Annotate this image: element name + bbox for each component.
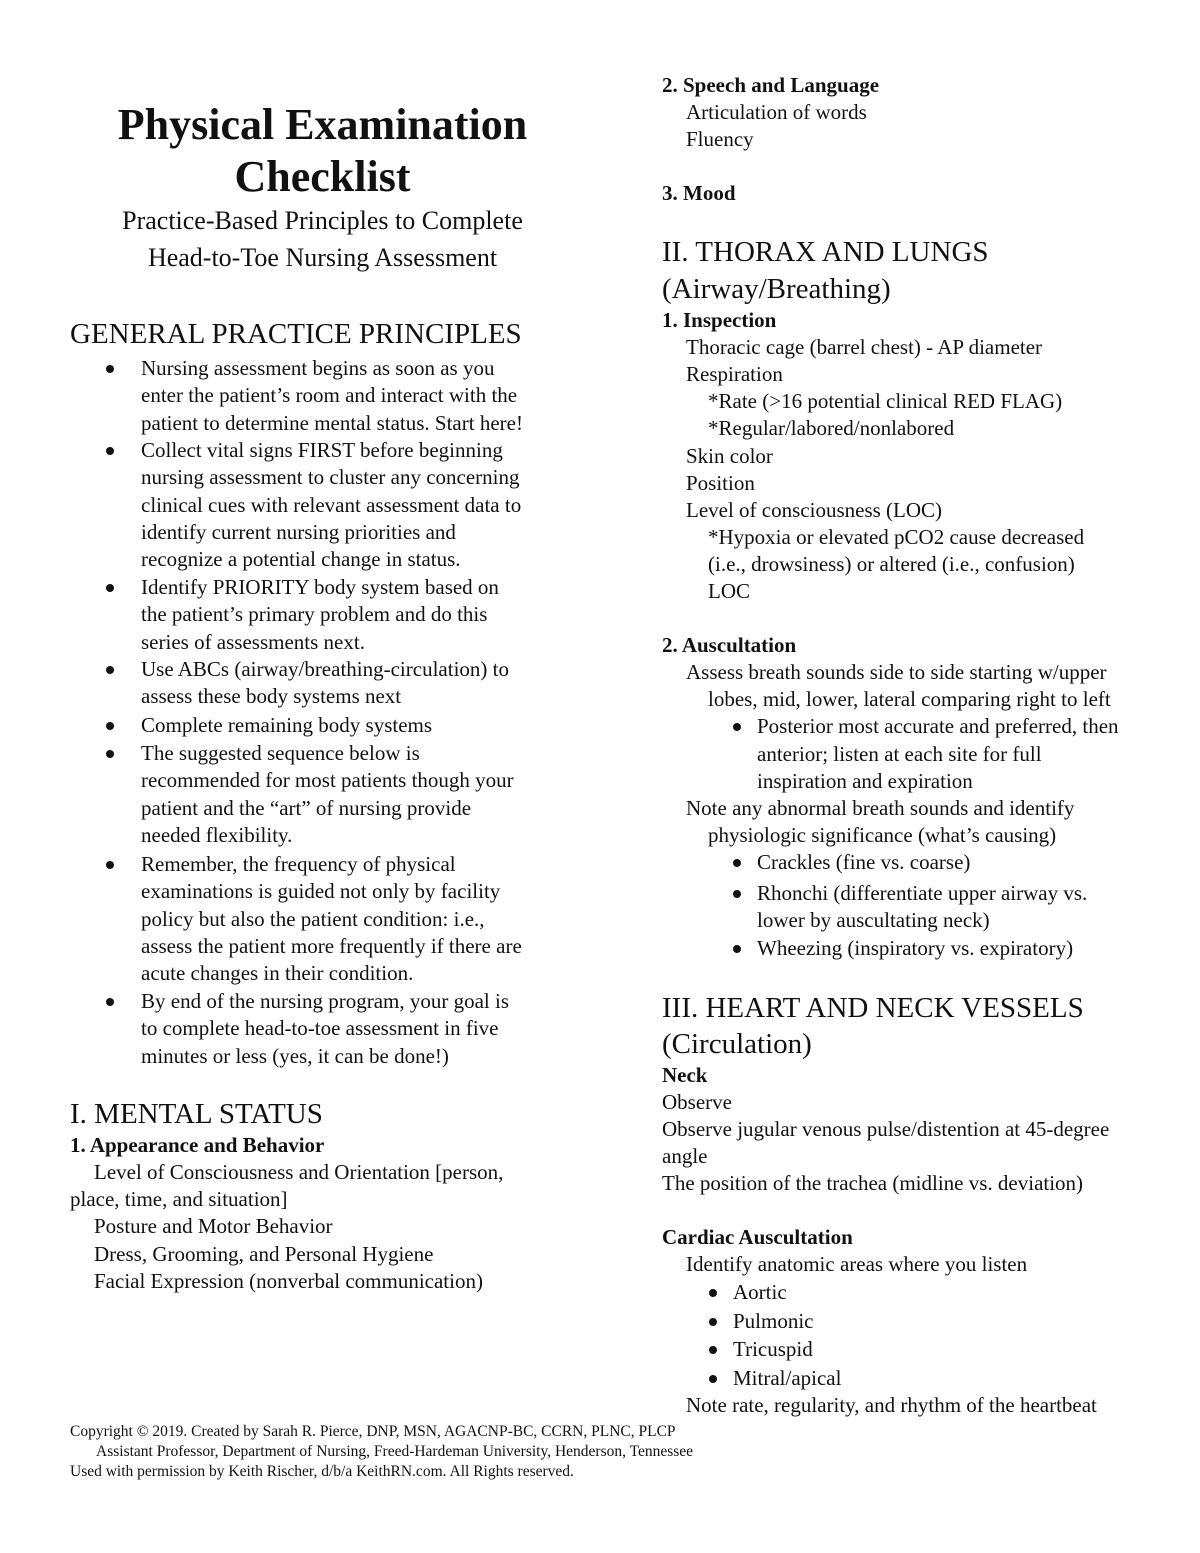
- general-principle-line: minutes or less (yes, it can be done!): [141, 1043, 449, 1068]
- mental-line: Level of Consciousness and Orientation [person,: [94, 1160, 504, 1184]
- cardiac-area-item: Aortic: [733, 1280, 787, 1304]
- bullet-icon: [733, 723, 741, 731]
- general-principle-line: Remember, the frequency of physical: [141, 852, 456, 876]
- general-principle-line: needed flexibility.: [141, 822, 293, 847]
- general-principle-line: patient to determine mental status. Start here!: [141, 410, 523, 435]
- neck-line: Observe: [662, 1090, 732, 1114]
- subtitle-line-1: Practice-Based Principles to Complete: [122, 206, 523, 235]
- cardiac-area-item: Tricuspid: [733, 1337, 813, 1361]
- subtitle-line-2: Head-to-Toe Nursing Assessment: [147, 243, 498, 272]
- inspection-line: Thoracic cage (barrel chest) - AP diameter: [686, 335, 1043, 359]
- auscultation-line: Assess breath sounds side to side starting w/upper: [686, 660, 1107, 684]
- bullet-icon: [733, 859, 741, 867]
- inspection-line: *Regular/labored/nonlabored: [708, 416, 955, 440]
- speech-subheading: 2. Speech and Language: [662, 73, 880, 97]
- general-principle-line: examinations is guided not only by facility: [141, 879, 501, 904]
- auscultation-bullet-line: anterior; listen at each site for full: [757, 742, 1042, 766]
- bullet-icon: [106, 722, 114, 730]
- inspection-line: *Hypoxia or elevated pCO2 cause decreased: [708, 525, 1085, 549]
- general-principle-line: enter the patient’s room and interact with the: [141, 383, 518, 408]
- thorax-heading-sub: (Airway/Breathing): [662, 273, 891, 305]
- general-principle-line: recommended for most patients though your: [141, 768, 514, 793]
- note-line: Note any abnormal breath sounds and identify: [686, 796, 1075, 820]
- inspection-line: Level of consciousness (LOC): [686, 498, 943, 522]
- bullet-icon: [106, 666, 114, 674]
- mental-line: Posture and Motor Behavior: [94, 1214, 333, 1238]
- heart-heading-sub: (Circulation): [662, 1028, 812, 1060]
- inspection-subheading: 1. Inspection: [662, 308, 777, 332]
- bullet-icon: [106, 750, 114, 758]
- mental-line: place, time, and situation]: [70, 1187, 288, 1211]
- auscultation-bullet-line: inspiration and expiration: [757, 769, 973, 793]
- footer-affiliation: Assistant Professor, Department of Nursing, Freed-Hardeman University, Henderson, Tennessee: [96, 1443, 694, 1460]
- general-principle-line: patient and the “art” of nursing provide: [141, 795, 472, 820]
- inspection-line: (i.e., drowsiness) or altered (i.e., confusion): [708, 552, 1075, 576]
- breath-sound-item: Crackles (fine vs. coarse): [757, 850, 971, 874]
- auscultation-bullet-line: Posterior most accurate and preferred, then: [757, 714, 1119, 738]
- general-principle-line: Collect vital signs FIRST before beginning: [141, 438, 503, 462]
- cardiac-note: Note rate, regularity, and rhythm of the heartbeat: [686, 1393, 1097, 1417]
- inspection-line: LOC: [708, 579, 750, 603]
- cardiac-subheading: Cardiac Auscultation: [662, 1225, 853, 1249]
- bullet-icon: [733, 945, 741, 953]
- auscultation-subheading: 2. Auscultation: [662, 633, 797, 657]
- general-heading: GENERAL PRACTICE PRINCIPLES: [70, 318, 522, 350]
- general-principle-line: recognize a potential change in status.: [141, 547, 461, 572]
- breath-sound-item: Wheezing (inspiratory vs. expiratory): [757, 936, 1074, 960]
- general-principle-line: the patient’s primary problem and do this: [141, 602, 488, 627]
- bullet-icon: [709, 1318, 717, 1326]
- general-principle-line: series of assessments next.: [141, 629, 365, 654]
- general-principle-line: assess the patient more frequently if there are: [141, 933, 522, 958]
- bullet-icon: [106, 861, 114, 869]
- footer-copyright: Copyright © 2019. Created by Sarah R. Pierce, DNP, MSN, AGACNP-BC, CCRN, PLNC, PLCP: [70, 1423, 676, 1440]
- breath-sound-item: lower by auscultating neck): [757, 908, 990, 932]
- appearance-subheading: 1. Appearance and Behavior: [70, 1133, 325, 1157]
- general-principle-line: Nursing assessment begins as soon as you: [141, 356, 495, 380]
- general-principle-line: identify current nursing priorities and: [141, 519, 456, 544]
- page-title-line-2: Checklist: [234, 152, 411, 201]
- general-principle-line: clinical cues with relevant assessment data to: [141, 492, 522, 517]
- bullet-icon: [709, 1346, 717, 1354]
- general-principle-line: nursing assessment to cluster any concerning: [141, 465, 520, 490]
- general-principle-line: policy but also the patient condition: i.e.,: [141, 906, 485, 931]
- breath-sound-item: Rhonchi (differentiate upper airway vs.: [757, 881, 1088, 905]
- neck-line: The position of the trachea (midline vs. deviation): [662, 1171, 1084, 1195]
- auscultation-line: lobes, mid, lower, lateral comparing right to left: [708, 687, 1111, 711]
- page-title-line-1: Physical Examination: [117, 100, 528, 149]
- note-line: physiologic significance (what’s causing): [708, 823, 1057, 847]
- inspection-line: *Rate (>16 potential clinical RED FLAG): [708, 389, 1063, 413]
- general-principle-line: Identify PRIORITY body system based on: [141, 575, 499, 599]
- general-principle-line: assess these body systems next: [141, 684, 402, 709]
- general-principle-line: acute changes in their condition.: [141, 961, 414, 986]
- bullet-icon: [106, 584, 114, 592]
- speech-line: Fluency: [686, 127, 754, 151]
- inspection-line: Skin color: [686, 444, 773, 468]
- mental-heading: I. MENTAL STATUS: [70, 1098, 323, 1130]
- neck-subheading: Neck: [662, 1063, 708, 1087]
- general-principle-line: to complete head-to-toe assessment in five: [141, 1016, 499, 1041]
- bullet-icon: [106, 365, 114, 373]
- general-principle-line: Use ABCs (airway/breathing-circulation) to: [141, 657, 509, 681]
- neck-line: angle: [662, 1144, 708, 1168]
- thorax-heading: II. THORAX AND LUNGS: [662, 236, 989, 268]
- cardiac-area-item: Mitral/apical: [733, 1366, 842, 1390]
- inspection-line: Respiration: [686, 362, 783, 386]
- mental-line: Facial Expression (nonverbal communication): [94, 1269, 483, 1293]
- bullet-icon: [709, 1289, 717, 1297]
- general-principle-line: Complete remaining body systems: [141, 713, 433, 737]
- bullet-icon: [709, 1375, 717, 1383]
- cardiac-area-item: Pulmonic: [733, 1309, 814, 1333]
- inspection-line: Position: [686, 471, 755, 495]
- neck-line: Observe jugular venous pulse/distention at 45-degree: [662, 1117, 1110, 1141]
- general-principle-line: The suggested sequence below is: [141, 741, 420, 765]
- bullet-icon: [106, 998, 114, 1006]
- general-principle-line: By end of the nursing program, your goal is: [141, 989, 510, 1013]
- footer-rights: Used with permission by Keith Rischer, d/b/a KeithRN.com. All Rights reserved.: [70, 1463, 574, 1480]
- mental-line: Dress, Grooming, and Personal Hygiene: [94, 1242, 434, 1266]
- speech-line: Articulation of words: [686, 100, 867, 124]
- bullet-icon: [733, 890, 741, 898]
- bullet-icon: [106, 447, 114, 455]
- mood-subheading: 3. Mood: [662, 181, 736, 205]
- heart-heading: III. HEART AND NECK VESSELS: [662, 992, 1084, 1024]
- cardiac-intro: Identify anatomic areas where you listen: [686, 1252, 1028, 1276]
